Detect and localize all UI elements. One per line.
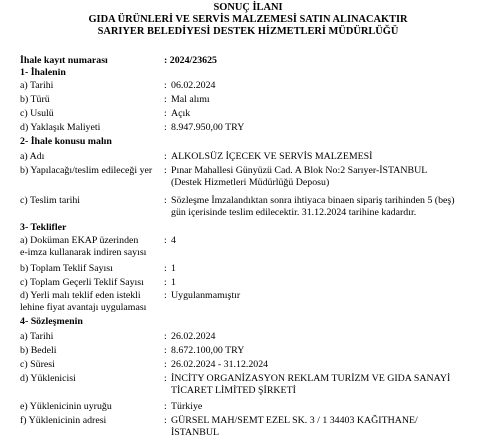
colon: :	[164, 277, 167, 288]
colon: :	[164, 401, 167, 412]
row-value: 1	[171, 277, 176, 288]
row-label: a) Tarihi	[20, 331, 54, 342]
section-title: 3- Teklifler	[20, 222, 67, 233]
row-label: f) Yüklenicinin adresi	[20, 415, 107, 426]
row-label-continued: lehine fiyat avantajı uygulaması	[20, 302, 147, 313]
colon: :	[164, 165, 167, 176]
row-value: 8.947.950,00 TRY	[171, 122, 245, 133]
row-label: d) Yüklenicisi	[20, 373, 76, 384]
row-value-continued: gün içerisinde teslim edilecektir. 31.12.2024 tarihine kadardır.	[171, 207, 417, 218]
row-value-continued: (Destek Hizmetleri Müdürlüğü Deposu)	[171, 177, 330, 188]
row-label: a) Adı	[20, 151, 45, 162]
registration-number-value: : 2024/23625	[164, 55, 217, 66]
colon: :	[164, 108, 167, 119]
section-title: 1- İhalenin	[20, 67, 66, 78]
row-value: ALKOLSÜZ İÇECEK VE SERVİS MALZEMESİ	[171, 151, 373, 162]
row-value: 4	[171, 235, 176, 246]
section-title: 4- Sözleşmenin	[20, 316, 83, 327]
row-value: Sözleşme İmzalandıktan sonra ihtiyaca binaen sipariş tarihinden 5 (beş)	[171, 195, 455, 206]
row-label: b) Türü	[20, 94, 50, 105]
row-label: d) Yerli malı teklif eden istekli	[20, 290, 141, 301]
row-value: 1	[171, 263, 176, 274]
row-value: Pınar Mahallesi Günyüzü Cad. A Blok No:2 Sarıyer-İSTANBUL	[171, 165, 428, 176]
colon: :	[164, 263, 167, 274]
colon: :	[164, 331, 167, 342]
row-label: e) Yüklenicinin uyruğu	[20, 401, 112, 412]
row-label: c) Teslim tarihi	[20, 195, 81, 206]
row-label-continued: e-imza kullanarak indiren sayısı	[20, 247, 147, 258]
colon: :	[164, 122, 167, 133]
row-value: Mal alımı	[171, 94, 210, 105]
colon: :	[164, 235, 167, 246]
colon: :	[164, 415, 167, 426]
colon: :	[164, 373, 167, 384]
row-value: Açık	[171, 108, 191, 119]
row-label: c) Toplam Geçerli Teklif Sayısı	[20, 277, 144, 288]
row-label: a) Tarihi	[20, 80, 54, 91]
colon: :	[164, 94, 167, 105]
row-value: 26.02.2024	[171, 331, 216, 342]
row-value-continued: İSTANBUL	[171, 427, 220, 438]
row-value: 8.672.100,00 TRY	[171, 345, 245, 356]
row-label: b) Bedeli	[20, 345, 57, 356]
row-value: 06.02.2024	[171, 80, 216, 91]
colon: :	[164, 151, 167, 162]
notice-subject: GIDA ÜRÜNLERİ VE SERVİS MALZEMESİ SATIN ALINACAKTIR	[88, 14, 408, 25]
row-value: GÜRSEL MAH/SEMT EZEL SK. 3 / 1 34403 KAĞITHANE/	[171, 415, 418, 426]
row-value: İNCİTY ORGANİZASYON REKLAM TURİZM VE GIDA SANAYİ	[171, 373, 451, 384]
row-label: a) Doküman EKAP üzerinden	[20, 235, 139, 246]
notice-authority: SARIYER BELEDİYESİ DESTEK HİZMETLERİ MÜDÜRLÜĞÜ	[97, 26, 399, 37]
colon: :	[164, 195, 167, 206]
colon: :	[164, 345, 167, 356]
row-value: Uygulanmamıştır	[171, 290, 241, 301]
colon: :	[164, 359, 167, 370]
colon: :	[164, 290, 167, 301]
row-label: d) Yaklaşık Maliyeti	[20, 122, 101, 133]
row-label: c) Usulü	[20, 108, 54, 119]
row-value-continued: TİCARET LİMİTED ŞİRKETİ	[171, 385, 296, 396]
colon: :	[164, 80, 167, 91]
row-value: 26.02.2024 - 31.12.2024	[171, 359, 269, 370]
notice-title: SONUÇ İLANI	[213, 2, 283, 13]
row-label: b) Yapılacağı/teslim edileceği yer	[20, 165, 153, 176]
row-label: c) Süresi	[20, 359, 55, 370]
row-value: Türkiye	[171, 401, 203, 412]
row-label: b) Toplam Teklif Sayısı	[20, 263, 113, 274]
section-title: 2- İhale konusu malın	[20, 136, 112, 147]
registration-number-label: İhale kayıt numarası	[20, 55, 108, 66]
